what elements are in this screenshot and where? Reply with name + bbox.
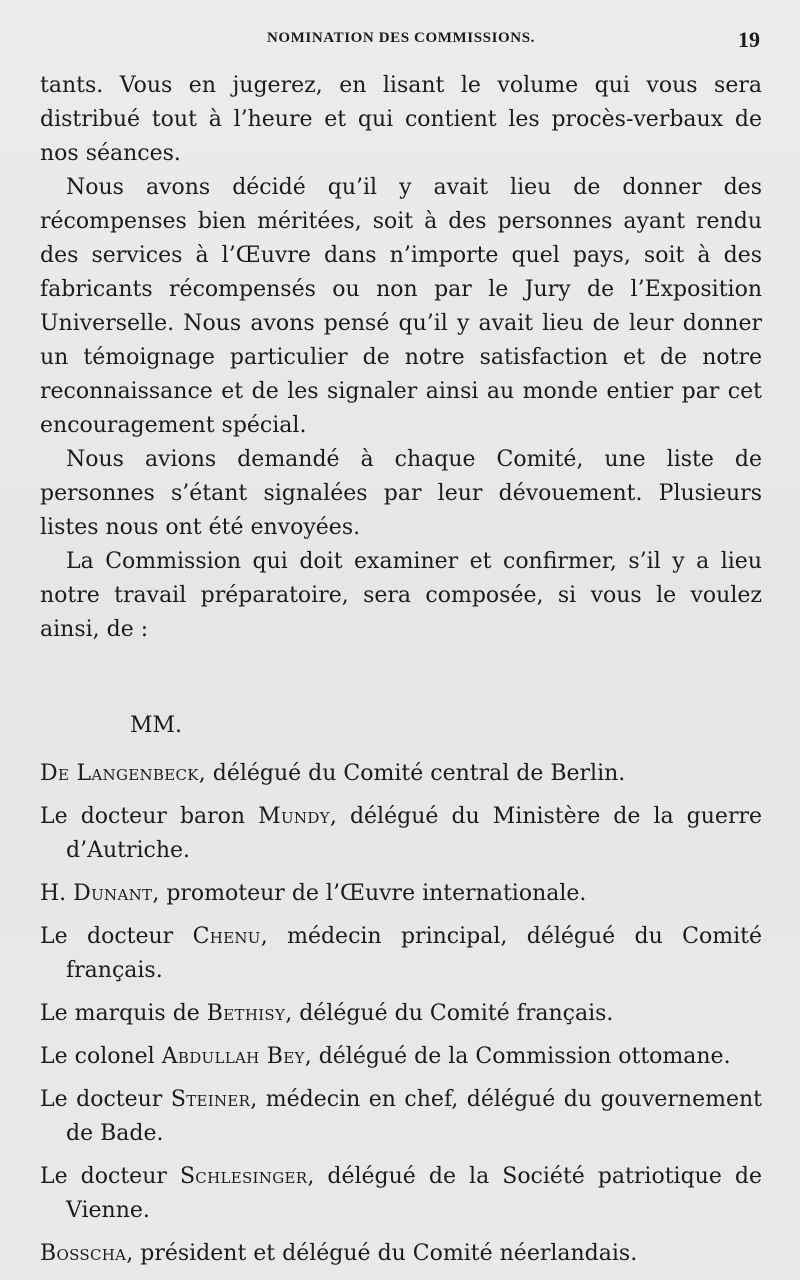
member-name: Schlesinger <box>179 1164 308 1189</box>
member-name: De Langenbeck <box>40 761 199 786</box>
member-entry: Le marquis de Bethisy, délégué du Comité français. <box>40 1001 614 1026</box>
body-text <box>40 69 762 1280</box>
member-name: Abdullah Bey <box>161 1044 305 1069</box>
member-entry: Le colonel Abdullah Bey, délégué de la Commission ottomane. <box>40 1044 731 1069</box>
member-entry: Le docteur Schlesinger, délégué de la Société patriotique de Vienne. <box>40 1164 762 1223</box>
paragraph-continuation: tants. Vous en jugerez, en lisant le volume qui vous sera distribué tout à l’heure et qui contient les procès-verbaux de nos séances. <box>40 73 762 166</box>
member-entry: De Langenbeck, délégué du Comité central de Berlin. <box>40 761 626 786</box>
member-name: Mundy <box>258 804 330 829</box>
paragraph-commission: La Commission qui doit examiner et confirmer, s’il y a lieu notre travail préparatoire, sera composée, si vous le voulez ainsi, de : <box>40 549 762 642</box>
running-head <box>40 27 762 60</box>
member-entry: Le docteur Steiner, médecin en chef, délégué du gouvernement de Bade. <box>40 1087 763 1146</box>
member-entry: H. Dunant, promoteur de l’Œuvre internationale. <box>40 881 587 906</box>
member-name: Chenu <box>192 924 261 949</box>
member-entry: Bosscha, président et délégué du Comité néerlandais. <box>40 1241 638 1266</box>
member-entry: Le docteur baron Mundy, délégué du Ministère de la guerre d’Autriche. <box>40 804 762 863</box>
paragraph-listes: Nous avions demandé à chaque Comité, une liste de personnes s’étant signalées par leur dévouement. Plusieurs listes nous ont été envoyées. <box>40 447 762 540</box>
member-name: Dunant <box>73 881 153 906</box>
salutation: MM. <box>130 713 183 738</box>
member-name: Steiner <box>170 1087 251 1112</box>
member-entry: Le docteur Chenu, médecin principal, délégué du Comité français. <box>40 924 762 983</box>
member-name: Bosscha <box>40 1241 127 1266</box>
paragraph-recompenses: Nous avons décidé qu’il y avait lieu de donner des récompenses bien méritées, soit à des personnes ayant rendu des services à l’Œuvre dans n’importe quel pays, soit à des fabricants récompensés ou non par le Jury de l’Exposition Universelle. Nous avons pensé qu’il y avait lieu de leur donner un témoignage particulier de notre satisfaction et de notre reconnaissance et de les signaler ainsi au monde entier par cet encouragement spécial. <box>40 175 762 438</box>
running-head-title: NOMINATION DES COMMISSIONS. <box>266 30 536 46</box>
page-number: 19 <box>738 27 760 52</box>
member-name: Bethisy <box>206 1001 286 1026</box>
